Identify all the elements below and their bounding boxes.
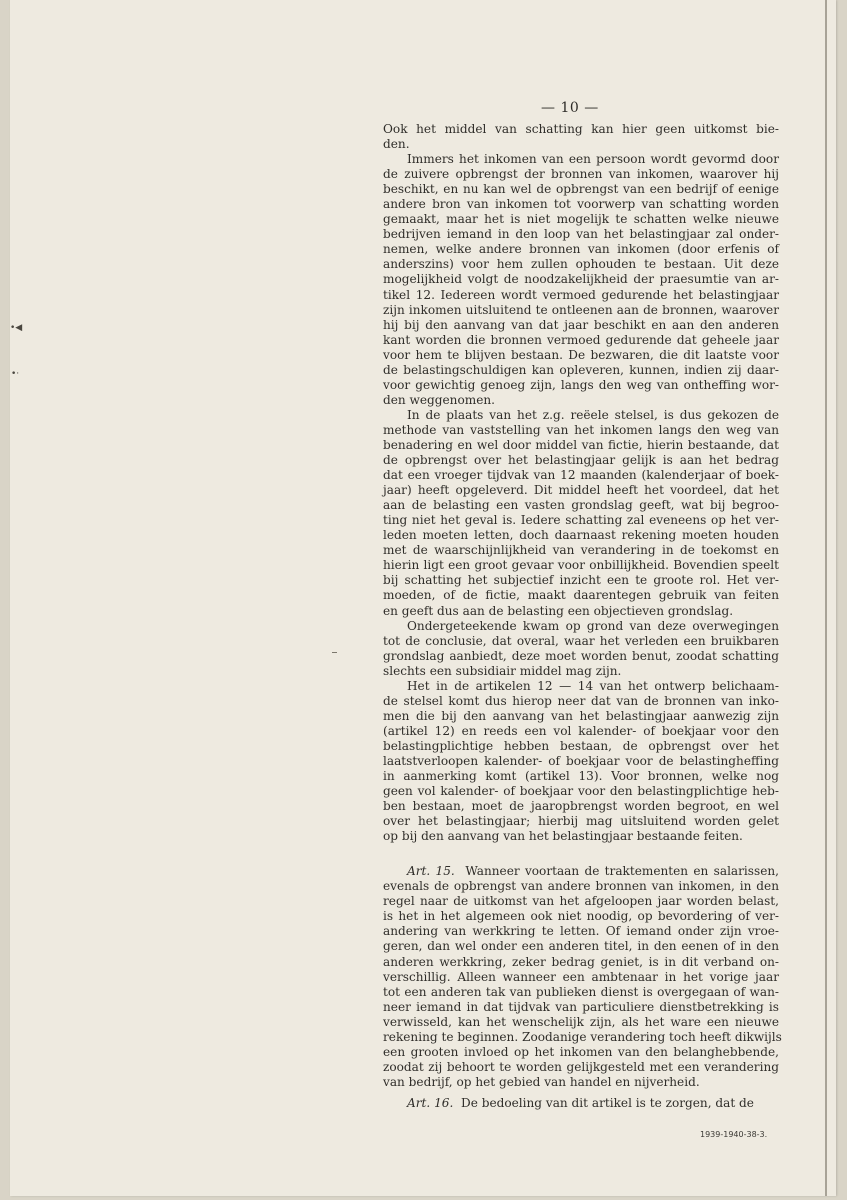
footer-reference: 1939-1940-38-3. bbox=[700, 1130, 768, 1139]
text-line: zijn inkomen uitsluitend te ontleenen aan de bronnen, waarover bbox=[383, 302, 779, 317]
text-line: moeden, of de fictie, maakt daarentegen gebruik van feiten bbox=[383, 588, 779, 603]
text-line: tikel 12. Iedereen wordt vermoed gedurende het belastingjaar bbox=[383, 287, 779, 302]
text-line: ben bestaan, moet de jaaropbrengst worden begroot, en wel bbox=[383, 799, 779, 814]
text-line: slechts een subsidiair middel mag zijn. bbox=[383, 663, 622, 678]
paragraph bbox=[383, 679, 779, 845]
text-line: belastingplichtige hebben bestaan, de opbrengst over het bbox=[383, 738, 779, 753]
text-line: anderszins) voor hem zullen ophouden te bestaan. Uit deze bbox=[383, 257, 779, 272]
document-page bbox=[10, 0, 836, 1196]
text-line: de opbrengst over het belastingjaar gelijk is aan het bedrag bbox=[383, 453, 779, 468]
text-line: aan de belasting een vasten grondslag geeft, wat bij begroo- bbox=[383, 498, 779, 513]
text-line: In de plaats van het z.g. reëele stelsel, is dus gekozen de bbox=[407, 407, 779, 422]
text-line: en geeft dus aan de belasting een objectieven grondslag. bbox=[383, 603, 734, 618]
text-line: zoodat zij behoort te worden gelijkgesteld met een verandering bbox=[383, 1059, 779, 1074]
article-label: Art. 15. bbox=[407, 864, 455, 879]
text-line: is het in het algemeen ook niet noodig, op bevordering of ver- bbox=[383, 909, 779, 924]
text-line: verschillig. Alleen wanneer een ambtenaar in het vorige jaar bbox=[383, 969, 779, 984]
text-line: hierin ligt een groot gevaar voor onbillijkheid. Bovendien speelt bbox=[383, 558, 779, 573]
text-line: voor gewichtig genoeg zijn, langs den weg van ontheffing wor- bbox=[383, 377, 779, 392]
margin-mark: •· bbox=[11, 369, 20, 379]
margin-dash bbox=[332, 652, 337, 653]
text-line: van bedrijf, op het gebied van handel en nijverheid. bbox=[383, 1074, 700, 1089]
text-line: kant worden die bronnen vermoed gedurende dat geheele jaar bbox=[383, 332, 779, 347]
page-edge bbox=[825, 0, 827, 1196]
text-line: benadering en wel door middel van fictie, hierin bestaande, dat bbox=[383, 437, 779, 452]
text-line: een grooten invloed op het inkomen van den belanghebbende, bbox=[383, 1044, 779, 1059]
article-text: De bedoeling van dit artikel is te zorgen, dat de bbox=[461, 1095, 754, 1110]
text-line: op bij den aanvang van het belastingjaar bestaande feiten. bbox=[383, 829, 743, 844]
text-line: mogelijkheid volgt de noodzakelijkheid der praesumtie van ar- bbox=[383, 272, 779, 287]
text-line bbox=[383, 864, 779, 879]
article-paragraph bbox=[383, 864, 782, 1090]
text-line: evenals de opbrengst van andere bronnen van inkomen, in den bbox=[383, 879, 779, 894]
text-line bbox=[383, 1096, 779, 1111]
paragraph bbox=[383, 152, 779, 408]
page-number: — 10 — bbox=[541, 100, 599, 116]
body-text bbox=[383, 122, 782, 1111]
article-container bbox=[383, 864, 782, 1111]
text-line: verwisseld, kan het wenschelijk zijn, als het ware een nieuwe bbox=[383, 1014, 779, 1029]
text-line: neer iemand in dat tijdvak van particuliere dienstbetrekking is bbox=[383, 999, 779, 1014]
text-line: leden moeten letten, doch daarnaast rekening moeten houden bbox=[383, 528, 779, 543]
text-line: andere bron van inkomen tot voorwerp van schatting worden bbox=[383, 197, 779, 212]
text-line: de stelsel komt dus hierop neer dat van de bronnen van inko- bbox=[383, 693, 779, 708]
text-line: grondslag aanbiedt, deze moet worden benut, zoodat schatting bbox=[383, 648, 779, 663]
text-line: (artikel 12) en reeds een vol kalender- of boekjaar voor den bbox=[383, 723, 779, 738]
text-line: anderen werkkring, zeker bedrag geniet, is in dit verband on- bbox=[383, 954, 779, 969]
margin-mark: •◀ bbox=[10, 323, 23, 333]
text-line: tot een anderen tak van publieken dienst is overgegaan of wan- bbox=[383, 984, 779, 999]
text-line: de belastingschuldigen kan opleveren, kunnen, indien zij daar- bbox=[383, 362, 779, 377]
text-line: de zuivere opbrengst der bronnen van inkomen, waarover hij bbox=[383, 167, 779, 182]
text-line: den weggenomen. bbox=[383, 392, 496, 407]
text-line: laatstverloopen kalender- of boekjaar voor de belastingheffing bbox=[383, 753, 779, 768]
text-line: gemaakt, maar het is niet mogelijk te schatten welke nieuwe bbox=[383, 212, 779, 227]
text-line: regel naar de uitkomst van het afgeloopen jaar worden belast, bbox=[383, 894, 779, 909]
text-line: nemen, welke andere bronnen van inkomen (door erfenis of bbox=[383, 242, 779, 257]
text-line: tot de conclusie, dat overal, waar het verleden een bruikbaren bbox=[383, 633, 779, 648]
text-line: in aanmerking komt (artikel 13). Voor bronnen, welke nog bbox=[383, 769, 779, 784]
text-line: den. bbox=[383, 137, 410, 152]
text-line: hij bij den aanvang van dat jaar beschikt en aan den anderen bbox=[383, 317, 779, 332]
paragraph bbox=[383, 408, 779, 619]
text-line: beschikt, en nu kan wel de opbrengst van een bedrijf of eenige bbox=[383, 182, 779, 197]
text-line: jaar) heeft opgeleverd. Dit middel heeft het voordeel, dat het bbox=[383, 483, 779, 498]
text-line: andering van werkkring te letten. Of iemand onder zijn vroe- bbox=[383, 924, 779, 939]
article-label: Art. 16. bbox=[407, 1095, 454, 1110]
text-line: rekening te beginnen. Zoodanige verandering toch heeft dikwijls bbox=[383, 1029, 782, 1044]
text-line: dat een vroeger tijdvak van 12 maanden (kalenderjaar of boek- bbox=[383, 468, 779, 483]
article-paragraph bbox=[383, 1096, 779, 1111]
text-line: over het belastingjaar; hierbij mag uitsluitend worden gelet bbox=[383, 814, 779, 829]
paragraph bbox=[383, 619, 779, 679]
text-line: bij schatting het subjectief inzicht een te groote rol. Het ver- bbox=[383, 573, 779, 588]
text-line: geen vol kalender- of boekjaar voor den belastingplichtige heb- bbox=[383, 784, 779, 799]
text-line: Ondergeteekende kwam op grond van deze overwegingen bbox=[407, 618, 779, 633]
text-line: ting niet het geval is. Iedere schatting zal eveneens op het ver- bbox=[383, 513, 779, 528]
text-line: men die bij den aanvang van het belastingjaar aanwezig zijn bbox=[383, 708, 779, 723]
paragraph bbox=[383, 122, 779, 152]
text-line: geren, dan wel onder een anderen titel, in den eenen of in den bbox=[383, 939, 779, 954]
text-line: Immers het inkomen van een persoon wordt gevormd door bbox=[407, 152, 779, 167]
text-line: met de waarschijnlijkheid van verandering in de toekomst en bbox=[383, 543, 779, 558]
article-text: Wanneer voortaan de traktementen en salarissen, bbox=[465, 864, 779, 879]
text-line: Het in de artikelen 12 — 14 van het ontwerp belichaam- bbox=[407, 678, 779, 693]
text-line: voor hem te blijven bestaan. De bezwaren, die dit laatste voor bbox=[383, 347, 779, 362]
text-line: bedrijven iemand in den loop van het belastingjaar zal onder- bbox=[383, 227, 779, 242]
text-line: Ook het middel van schatting kan hier geen uitkomst bie- bbox=[383, 122, 779, 136]
text-line: methode van vaststelling van het inkomen langs den weg van bbox=[383, 422, 779, 437]
paragraph-container bbox=[383, 122, 779, 844]
